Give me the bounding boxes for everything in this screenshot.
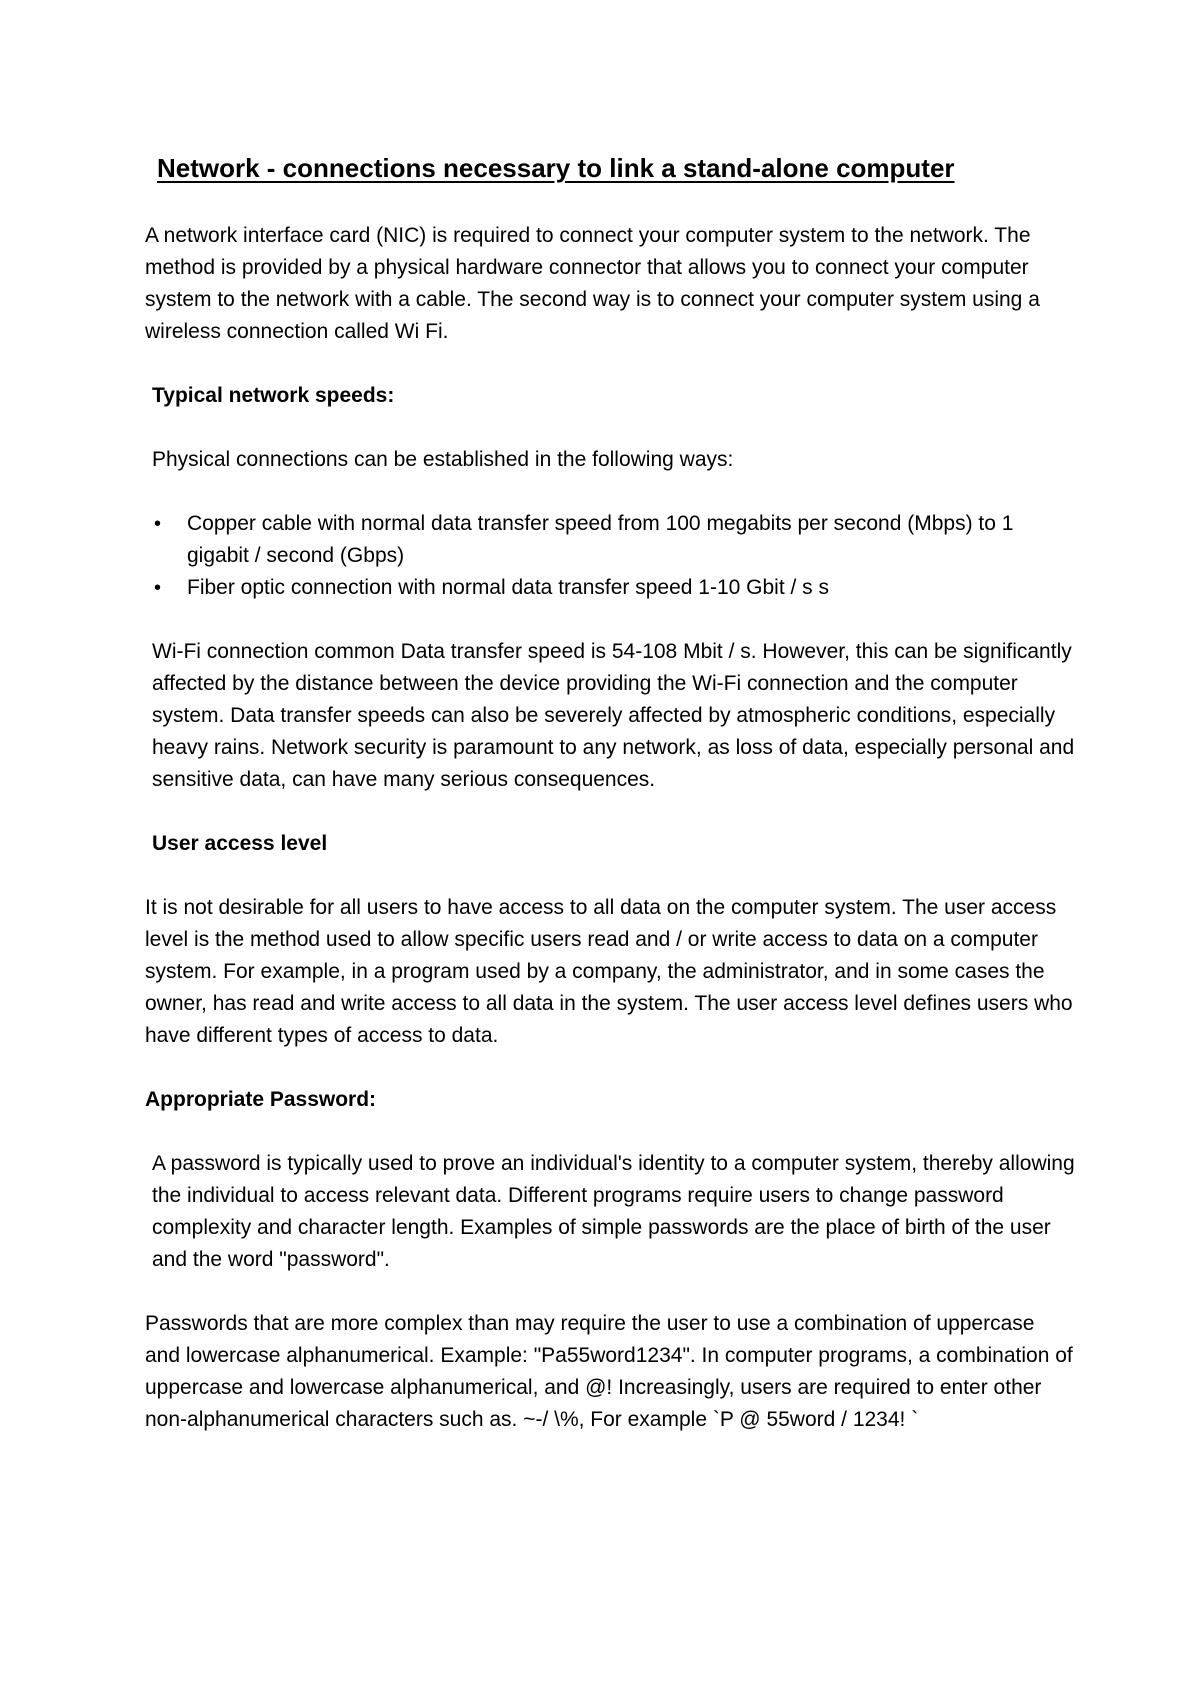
user-access-paragraph: It is not desirable for all users to have access to all data on the computer system. The user access level is the method used to allow specific users read and / or write access to data on a computer system. For example, in a program used by a company, the administrator, and in some cases the owner, has read and write access to all data in the system. The user access level defines users who have different types of access to data. — [145, 896, 1073, 1047]
network-speeds-heading: Typical network speeds: — [152, 384, 395, 407]
password-paragraph-1: A password is typically used to prove an individual's identity to a computer system, thereby allowing the individual to access relevant data. Different programs require users to change password complexity and character length. Examples of simple passwords are the place of birth of the user and the word "password". — [152, 1152, 1075, 1271]
bullet-icon: • — [154, 577, 162, 599]
list-item-text: Fiber optic connection with normal data transfer speed 1-10 Gbit / s s — [187, 576, 829, 599]
physical-connections-paragraph: Physical connections can be established in the following ways: — [152, 448, 734, 471]
intro-paragraph: A network interface card (NIC) is required to connect your computer system to the network. The method is provided by a physical hardware connector that allows you to connect your computer system to the network with a cable. The second way is to connect your computer system using a wireless connection called Wi Fi. — [145, 224, 1040, 343]
list-item-text: Copper cable with normal data transfer speed from 100 megabits per second (Mbps) to 1 gigabit / second (Gbps) — [187, 512, 1014, 567]
user-access-heading: User access level — [152, 832, 328, 855]
password-heading: Appropriate Password: — [145, 1088, 377, 1111]
document-body — [145, 220, 1075, 1468]
document-title: Network - connections necessary to link a stand-alone computer — [157, 153, 955, 183]
password-paragraph-2: Passwords that are more complex than may require the user to use a combination of uppercase and lowercase alphanumerical. Example: "Pa55word1234". In computer programs, a combination of uppercase and lowercase alphanumerical, and @! Increasingly, users are required to enter other non-alphanumerical characters such as. ~-/ \%, For example `P @ 55word / 1234! ` — [145, 1312, 1073, 1431]
list-item — [145, 572, 1075, 604]
bullet-icon: • — [154, 513, 162, 535]
list-item — [145, 508, 1075, 572]
wifi-paragraph: Wi-Fi connection common Data transfer speed is 54-108 Mbit / s. However, this can be significantly affected by the distance between the device providing the Wi-Fi connection and the computer system. Data transfer speeds can also be severely affected by atmospheric conditions, especially heavy rains. Network security is paramount to any network, as loss of data, especially personal and sensitive data, can have many serious consequences. — [152, 640, 1075, 791]
connection-types-list — [145, 508, 1075, 604]
